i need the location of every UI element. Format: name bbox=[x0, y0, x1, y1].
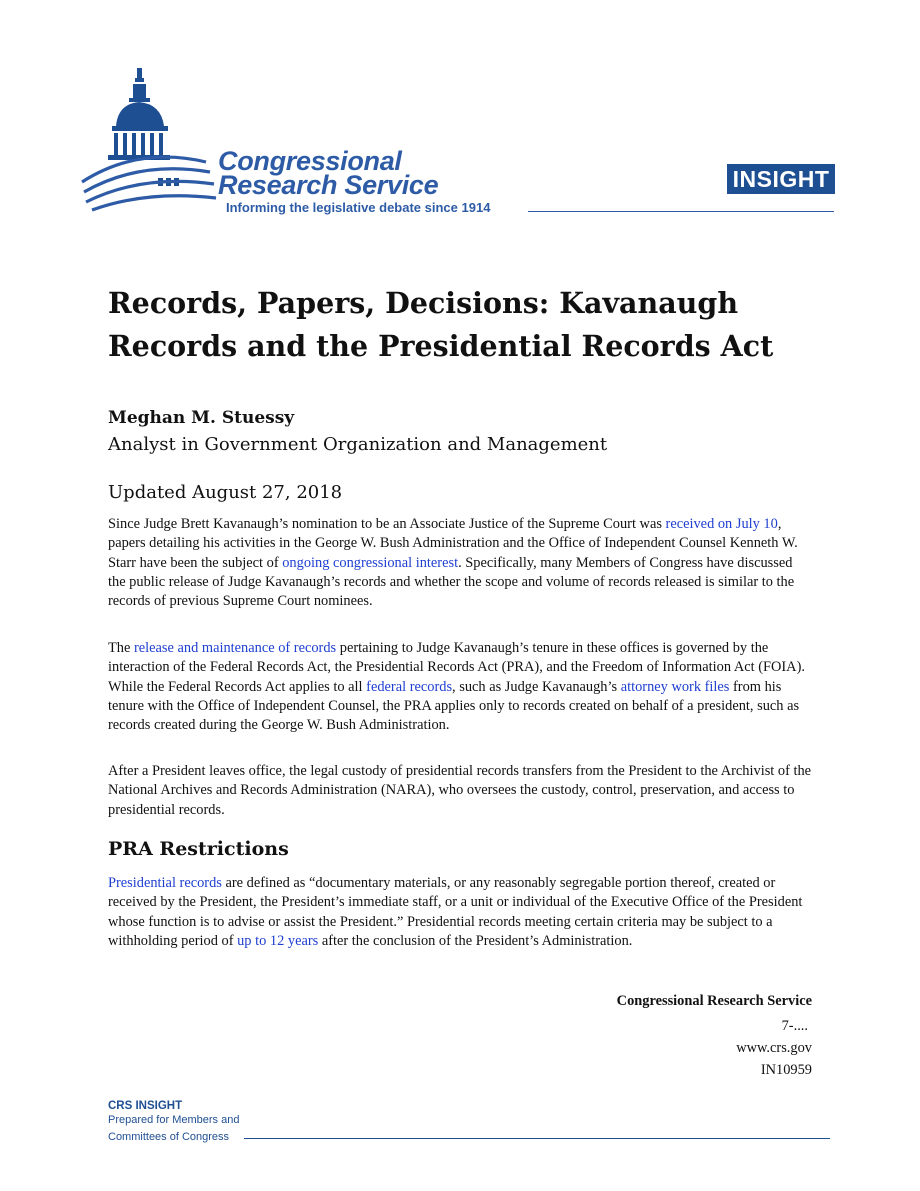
footer-title: CRS INSIGHT bbox=[108, 1100, 183, 1112]
text-span: . Specifically, many Members of Congress have discussed the public release of Judge Kavanaugh’s records and whether the scope and volume of records released is similar to the records of previous Supreme Court nominees. bbox=[108, 554, 795, 610]
crs-report-number: 7-.... bbox=[781, 1018, 808, 1034]
author-name: Meghan M. Stuessy bbox=[108, 408, 295, 428]
text-span: after the conclusion of the President’s Administration. bbox=[318, 932, 633, 949]
paragraph-3 bbox=[108, 762, 813, 820]
header-rule bbox=[528, 211, 834, 212]
link-received-july-10[interactable]: received on July 10 bbox=[665, 516, 778, 532]
document-title: Records, Papers, Decisions: Kavanaugh Records and the Presidential Records Act bbox=[108, 286, 774, 363]
capitol-dome-icon bbox=[78, 64, 218, 220]
link-up-to-12-years[interactable]: up to 12 years bbox=[237, 932, 319, 949]
updated-date: Updated August 27, 2018 bbox=[108, 482, 343, 503]
brand-name-line1: Congressional bbox=[218, 146, 402, 176]
footer-line2: Prepared for Members and bbox=[108, 1114, 240, 1126]
crs-organization: Congressional Research Service bbox=[616, 993, 812, 1009]
link-ongoing-congressional-interest[interactable]: ongoing congressional interest bbox=[282, 554, 459, 571]
paragraph-4 bbox=[108, 874, 813, 951]
link-release-and-maintenance[interactable]: release and maintenance of records bbox=[133, 640, 337, 656]
footer-rule bbox=[244, 1138, 830, 1139]
link-federal-records[interactable]: federal records bbox=[366, 678, 453, 695]
link-presidential-records[interactable]: Presidential records bbox=[108, 875, 222, 891]
footer-line3: Committees of Congress bbox=[108, 1131, 230, 1143]
text-span: from his tenure with the Office of Independent Counsel, the PRA applies only to records created on behalf of a president, such as records created during the George W. Bush Administration. bbox=[108, 678, 800, 734]
section-heading: PRA Restrictions bbox=[108, 838, 289, 860]
brand-name-line2: Research Service bbox=[218, 170, 439, 200]
text-span: , papers detailing his activities in the George W. Bush Administration and the Office of Independent Counsel Kenneth W. Starr have been the subject of bbox=[108, 516, 798, 571]
text-span: The bbox=[108, 640, 134, 656]
text-span: Since Judge Brett Kavanaugh’s nomination to be an Associate Justice of the Supreme Court was bbox=[108, 516, 666, 532]
author-role: Analyst in Government Organization and Management bbox=[108, 434, 608, 455]
crs-document-id: IN10959 bbox=[760, 1062, 812, 1078]
brand-tagline: Informing the legislative debate since 1914 bbox=[226, 200, 491, 215]
text-span: , such as Judge Kavanaugh’s bbox=[452, 678, 621, 695]
paragraph-1 bbox=[108, 515, 813, 611]
crs-website: www.crs.gov bbox=[736, 1040, 812, 1056]
text-span: pertaining to Judge Kavanaugh’s tenure in these offices is governed by the interaction of the Federal Records Act, the Presidential Records Act (PRA), and the Freedom of Information Act (FOIA). While the Federal Records Act applies to all bbox=[108, 640, 805, 695]
text-span: After a President leaves office, the legal custody of presidential records transfers from the President to the Archivist of the National Archives and Records Administration (NARA), who oversees the custody, control, preservation, and access to presidential records. bbox=[108, 763, 812, 818]
link-attorney-work-files[interactable]: attorney work files bbox=[620, 678, 730, 695]
text-span: are defined as “documentary materials, or any reasonably segregable portion thereof, created or received by the President, the President’s immediate staff, or a unit or individual of the Executive Office of the President whose function is to advise or assist the President.” Presidential records meeting certain criteria may be subject to a withholding period of bbox=[108, 875, 803, 949]
insight-badge: INSIGHT bbox=[727, 164, 835, 194]
paragraph-2 bbox=[108, 639, 813, 735]
